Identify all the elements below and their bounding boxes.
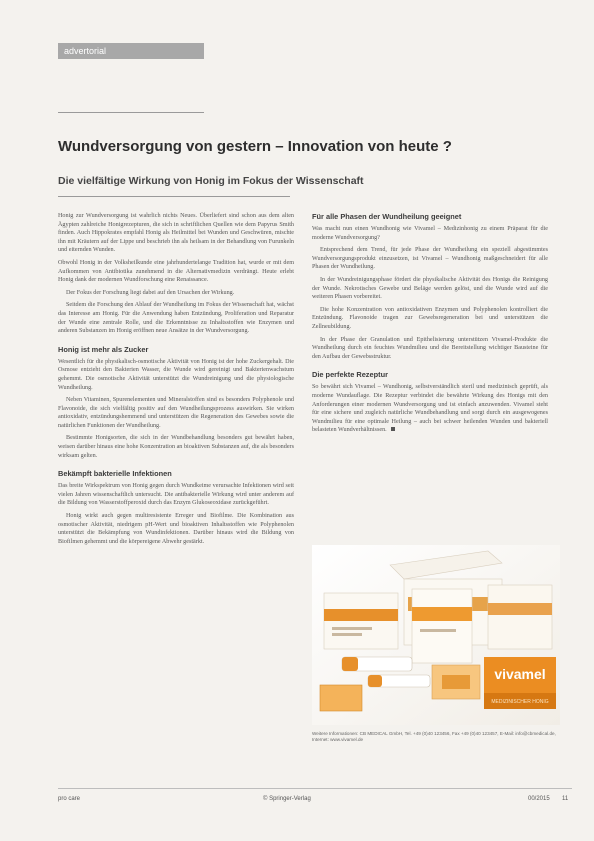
left-section3-paragraph-1: Das breite Wirkspektrum von Honig gegen durch Wundkeime verursachte Infektionen wird seit vielen Jahren wissenschaftlich untersucht. Die antibakterielle Wirkung wird unter anderem auf die Bildung von Wasserstoffperoxid durch das Enzym Glukoseoxidase zurückgeführt.: [58, 483, 294, 507]
product-box-left: [324, 593, 398, 649]
left-section2-paragraph-1: Wesentlich für die physikalisch-osmotische Aktivität von Honig ist der hohe Zuckergehalt. Die Osmose entzieht den Bakterien Wasser, die Wunde wird gereinigt und Bakterienwachstum gehemmt. Die osmotische Aktivität unterstützt die Wundreinigung und die physiologische Wundheilung.: [58, 358, 294, 391]
left-section2-paragraph-2: Neben Vitaminen, Spurenelementen und Mineralstoffen sind es besonders Polyphenole und Flavonoide, die sich vielfältig positiv auf den Wundheilungsprozess auswirken. Sie wirken antioxidativ, entzündungshemmend und unterstützen die Regeneration des Gewebes sowie die natürlichen Funktionen der Wundheilung.: [58, 397, 294, 429]
right-section1-paragraph-1: Was macht nun einen Wundhonig wie Vivamel – Medizinhonig zu einem Präparat für die moderne Wundversorgung?: [312, 226, 548, 241]
left-section3-paragraph-2: Honig wirkt auch gegen multiresistente Erreger und Biofilme. Die Kombination aus osmotischer Aktivität, niedrigem pH-Wert und bioaktiven Inhaltsstoffen wie Polyphenolen unterstützt die Bekämpfung von Wundinfektionen. Darüber hinaus wird die Bildung von Biofilmen gehemmt und die körpereigene Abwehr gestärkt.: [58, 513, 294, 545]
product-photo: [312, 545, 560, 725]
subtitle-divider: [58, 196, 290, 197]
footer-issue: 00/2015: [528, 796, 550, 802]
footer-publication: pro care: [58, 796, 81, 802]
section-heading-honey-more-than-sugar: Honig ist mehr als Zucker: [58, 344, 149, 354]
right-column: [312, 212, 548, 439]
section-heading-all-phases: Für alle Phasen der Wundheilung geeignet: [312, 212, 462, 221]
left-intro-paragraph-3: Der Fokus der Forschung liegt dabei auf den Ursachen der Wirkung.: [66, 289, 235, 296]
footer-publisher: © Springer-Verlag: [263, 796, 311, 802]
left-section2-paragraph-3: Bestimmte Honigsorten, die sich in der Wundbehandlung besonders gut bewährt haben, weisen darüber hinaus eine hohe Konzentration an bioaktiven Substanzen auf, die als besonders wirksam gelten.: [58, 435, 294, 459]
brand-logo-text: vivamel: [494, 666, 546, 682]
right-section1-paragraph-3: In der Wundreinigungsphase fördert die physikalische Aktivität des Honigs die Reinigung der Wunde. Nekrotisches Gewebe und Beläge werden gelöst, und die Wunde wird auf die weiteren Phasen vorbereitet.: [312, 276, 548, 301]
top-divider: [58, 112, 204, 113]
product-caption: Weitere Informationen: CB MEDICAL GmbH, Tel. +49 (0)40 123456, Fax +49 (0)40 123457, E-Mail: info@cbmedical.de, Internet: www.vivamel.de: [312, 731, 556, 743]
brand-subtitle-text: MEDIZINISCHER HONIG: [491, 699, 549, 705]
product-box-right: [488, 585, 552, 649]
left-intro-paragraph-2: Obwohl Honig in der Volksheilkunde eine jahrhundertelange Tradition hat, wurde er mit dem Aufkommen von Antibiotika zunehmend in die Alternativmedizin verdrängt. Heute erlebt Honig dank der modernen Wundforschung eine Renaissance.: [58, 259, 294, 284]
left-column: [58, 212, 294, 550]
right-section1-paragraph-5: In der Phase der Granulation und Epithelisierung unterstützen Vivamel-Produkte die Wundheilung durch ein feuchtes Wundmilieu und die Bereitstellung wichtiger Bausteine für den Aufbau der Gewebsstruktur.: [312, 336, 548, 360]
end-of-article-mark: [391, 427, 395, 431]
right-section1-paragraph-4: Die hohe Konzentration von antioxidativen Enzymen und Polyphenolen kontrolliert die Entzündung. Flavonoide tragen zur Gewebsregeneration bei und unterstützen die Zellneubildung.: [312, 306, 548, 330]
advertorial-label: advertorial: [58, 43, 204, 59]
right-section2-text: So bewährt sich Vivamel – Wundhonig, selbstverständlich steril und medizinisch geprüft, als moderne Wundauflage. Die Rezeptur verbindet die bewährte Wirkung des Honigs mit den Anforderungen einer modernen Wundversorgung und ist einfach anzuwenden. Vivamel steht für eine sichere und zugleich natürliche Wundbehandlung und sorgt durch ein ausgewogenes Wundmilieu für eine optimale Heilung – auch bei schwer heilenden Wunden und bakteriell belasteten Wundverhältnissen.: [312, 384, 548, 434]
page-title: Wundversorgung von gestern – Innovation von heute ?: [58, 138, 452, 155]
footer-divider: [58, 788, 572, 789]
right-section1-paragraph-2: Entsprechend dem Trend, für jede Phase der Wundheilung ein speziell abgestimmtes Wundversorgungsprodukt einzusetzen, ist Vivamel – Wundhonig maßgeschneidert für alle Phasen der Wundheilung.: [312, 247, 548, 271]
section-heading-bacterial-infections: Bekämpft bakterielle Infektionen: [58, 469, 172, 479]
page-subtitle: Die vielfältige Wirkung von Honig im Fokus der Wissenschaft: [58, 175, 364, 187]
right-section2-paragraph-1: [312, 383, 548, 435]
product-box-center: [412, 589, 472, 663]
left-intro-paragraph-1: Honig zur Wundversorgung ist wahrlich nichts Neues. Überliefert sind schon aus dem alten Ägypten zahlreiche Honigrezepturen, die sich in schriftlichen Quellen wie dem Papyrus Smith finden. Auch Hippokrates empfahl Honig als Heilmittel bei Wunden und Geschwüren, mischte ihn mit Kräutern auf der Lippe und beschrieb ihn als heilsam in der Behandlung von Furunkeln und eiternden Wunden.: [58, 213, 294, 254]
section-heading-perfect-recipe: Die perfekte Rezeptur: [312, 370, 388, 380]
left-intro-paragraph-4: Seitdem die Forschung den Ablauf der Wundheilung im Fokus der Wissenschaft hat, wächst das Interesse am Honig. Für die Anwendung haben Entzündung, Proliferation und Reparatur der Wunde eine zentrale Rolle, und die Erkenntnisse zu Inhaltsstoffen wie Enzymen und anderen Substanzen im Honig eröffnen neue Ansätze in der Wundversorgung.: [58, 302, 294, 335]
footer-page-number: 11: [562, 796, 569, 802]
